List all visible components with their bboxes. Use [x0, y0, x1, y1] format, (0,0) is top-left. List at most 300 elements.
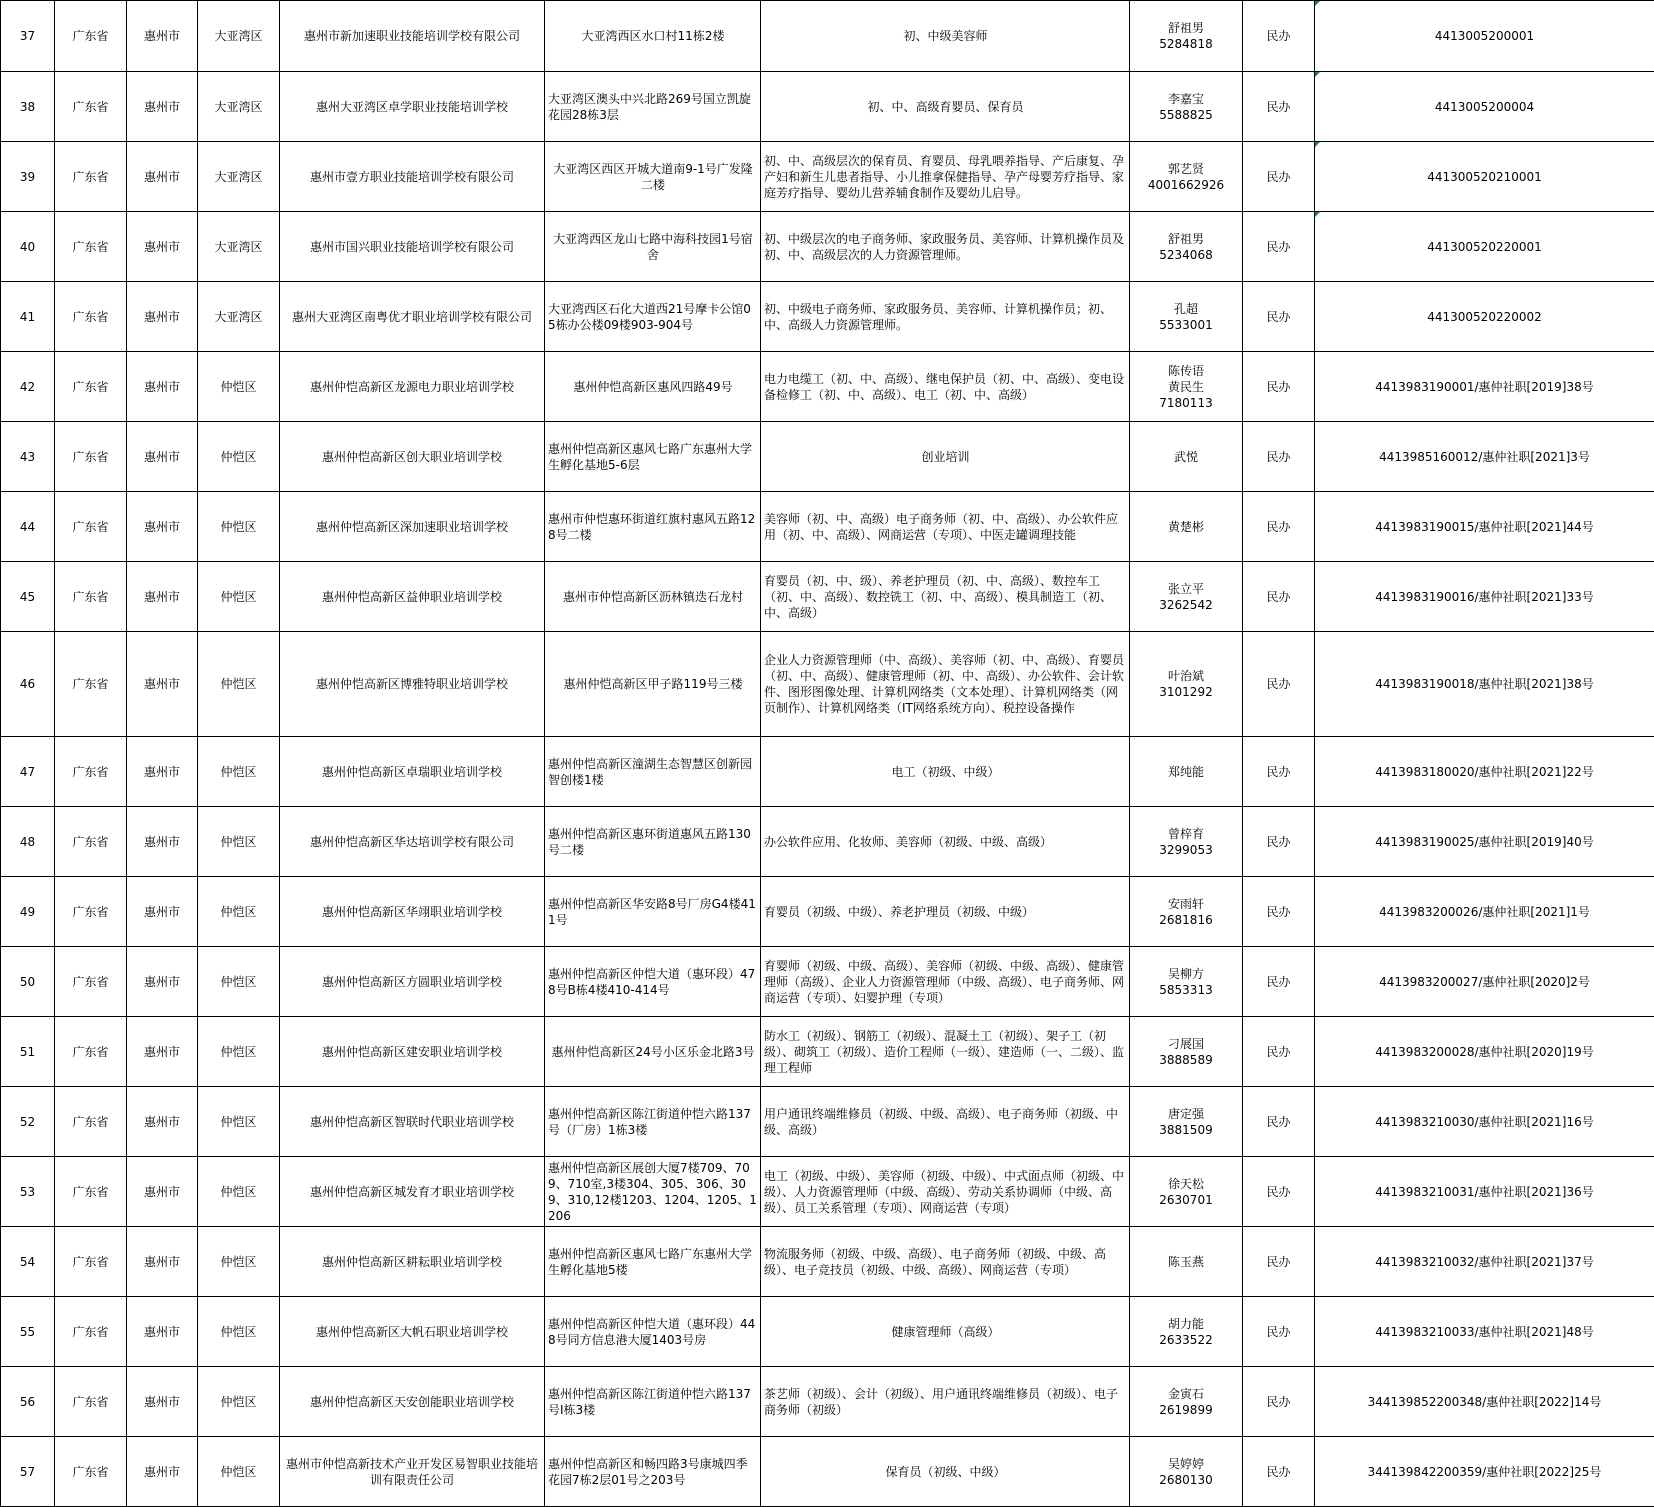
row-number-cell — [1, 142, 55, 212]
school-name-text: 惠州仲恺高新区耕耘职业培训学校 — [321, 1254, 502, 1269]
province-cell — [55, 352, 127, 422]
ownership-type-text: 民办 — [1266, 99, 1291, 114]
contact-cell — [1130, 632, 1243, 737]
district-cell — [198, 282, 280, 352]
courses-text: 育婴员（初级、中级）、养老护理员（初级、中级） — [764, 904, 1035, 919]
contact-phone: 5234068 — [1159, 247, 1213, 262]
cell-comment-marker-icon — [1315, 1, 1320, 6]
courses-text: 创业培训 — [921, 449, 970, 464]
address-text: 惠州仲恺高新区陈江街道仲恺六路137号Ⅰ栋3楼 — [548, 1386, 751, 1417]
school-name-text: 惠州仲恺高新区华达培训学校有限公司 — [309, 834, 514, 849]
contact-cell — [1130, 352, 1243, 422]
ownership-type-cell — [1243, 1, 1315, 72]
district-text: 仲恺区 — [220, 1394, 257, 1409]
school-name-text: 惠州市新加速职业技能培训学校有限公司 — [303, 29, 520, 43]
ownership-type-text: 民办 — [1266, 834, 1291, 849]
contact-name: 武悦 — [1173, 449, 1198, 464]
contact-cell — [1130, 282, 1243, 352]
license-code-text: 441300520220002 — [1427, 309, 1542, 324]
courses-cell — [761, 1, 1130, 72]
contact-cell — [1130, 142, 1243, 212]
address-cell — [545, 282, 761, 352]
address-cell — [545, 1367, 761, 1437]
ownership-type-text: 民办 — [1266, 764, 1291, 779]
school-name-text: 惠州仲恺高新区创大职业培训学校 — [321, 449, 502, 464]
address-cell — [545, 1437, 761, 1507]
row-number-cell — [1, 1437, 55, 1507]
license-code-text: 4413005200004 — [1434, 99, 1535, 114]
city-cell — [127, 1227, 198, 1297]
province-text: 广东省 — [72, 379, 109, 394]
courses-text: 电工（初级、中级） — [891, 764, 1000, 779]
courses-text: 防水工（初级）、钢筋工（初级）、混凝土工（初级）、架子工（初级）、砌筑工（初级）、造价工程师（一级）、建造师（一、二级）、监理工程师 — [764, 1028, 1125, 1075]
contact-cell — [1130, 877, 1243, 947]
row-number-cell — [1, 1157, 55, 1227]
license-code-cell — [1315, 1017, 1654, 1087]
contact-name: 孔超 — [1173, 301, 1198, 316]
courses-cell — [761, 422, 1130, 492]
city-text: 惠州市 — [143, 1114, 180, 1129]
ownership-type-cell — [1243, 352, 1315, 422]
ownership-type-text: 民办 — [1266, 449, 1291, 464]
province-text: 广东省 — [72, 1254, 109, 1269]
row-number-cell — [1, 807, 55, 877]
license-code-cell — [1315, 1227, 1654, 1297]
courses-text: 育婴师（初级、中级、高级）、美容师（初级、中级、高级）、健康管理师（高级）、企业人力资源管理师（中级、高级）、电子商务师、网商运营（专项）、妇婴护理（专项） — [764, 958, 1125, 1005]
contact-name: 李嘉宝 — [1167, 91, 1204, 106]
license-code-cell — [1315, 212, 1654, 282]
city-cell — [127, 352, 198, 422]
district-cell — [198, 1437, 280, 1507]
district-cell — [198, 422, 280, 492]
address-text: 惠州市仲恺惠环街道红旗村惠风五路128号二楼 — [548, 511, 756, 542]
school-name-cell — [280, 212, 545, 282]
province-cell — [55, 1157, 127, 1227]
school-name-cell — [280, 1227, 545, 1297]
district-text: 仲恺区 — [220, 1254, 257, 1269]
license-code-cell — [1315, 1157, 1654, 1227]
table-row — [1, 807, 1654, 877]
courses-cell — [761, 1087, 1130, 1157]
address-text: 大亚湾西区石化大道西21号摩卡公馆05栋办公楼09楼903-904号 — [548, 301, 751, 332]
table-row — [1, 72, 1654, 142]
address-cell — [545, 422, 761, 492]
courses-cell — [761, 1157, 1130, 1227]
row-number-cell — [1, 1297, 55, 1367]
license-code-text: 4413983190018/惠仲社职[2021]38号 — [1375, 677, 1594, 691]
school-name-cell — [280, 807, 545, 877]
address-cell — [545, 1, 761, 72]
ownership-type-text: 民办 — [1266, 1254, 1291, 1269]
district-cell — [198, 142, 280, 212]
license-code-cell — [1315, 562, 1654, 632]
address-text: 惠州仲恺高新区惠风七路广东惠州大学生孵化基地5楼 — [548, 1246, 753, 1277]
license-code-text: 4413983210030/惠仲社职[2021]16号 — [1375, 1114, 1594, 1129]
district-text: 大亚湾区 — [214, 99, 263, 114]
license-code-text: 344139852200348/惠仲社职[2022]14号 — [1367, 1394, 1602, 1409]
contact-cell — [1130, 807, 1243, 877]
city-text: 惠州市 — [143, 589, 180, 604]
ownership-type-cell — [1243, 72, 1315, 142]
license-code-cell — [1315, 877, 1654, 947]
courses-cell — [761, 492, 1130, 562]
city-text: 惠州市 — [143, 1044, 180, 1059]
contact-cell — [1130, 1227, 1243, 1297]
province-cell — [55, 947, 127, 1017]
province-text: 广东省 — [72, 1044, 109, 1059]
courses-cell — [761, 72, 1130, 142]
school-name-text: 惠州仲恺高新区龙源电力职业培训学校 — [309, 379, 514, 394]
table-row — [1, 1227, 1654, 1297]
contact-phone: 3299053 — [1159, 842, 1213, 857]
province-text: 广东省 — [72, 764, 109, 779]
city-text: 惠州市 — [143, 169, 180, 184]
row-number-cell — [1, 1227, 55, 1297]
ownership-type-text: 民办 — [1266, 1114, 1291, 1129]
table-row — [1, 422, 1654, 492]
row-number-cell — [1, 877, 55, 947]
table-row — [1, 632, 1654, 737]
courses-text: 初、中级层次的电子商务师、家政服务员、美容师、计算机操作员及初、中、高级层次的人力资源管理师。 — [764, 231, 1125, 262]
table-row — [1, 877, 1654, 947]
district-cell — [198, 632, 280, 737]
province-text: 广东省 — [72, 904, 109, 919]
address-cell — [545, 212, 761, 282]
school-name-cell — [280, 1087, 545, 1157]
city-cell — [127, 212, 198, 282]
school-name-cell — [280, 1437, 545, 1507]
ownership-type-cell — [1243, 807, 1315, 877]
table-row — [1, 352, 1654, 422]
table-row — [1, 1017, 1654, 1087]
city-text: 惠州市 — [143, 1254, 180, 1269]
license-code-text: 4413983210031/惠仲社职[2021]36号 — [1375, 1184, 1594, 1199]
row-number-text: 54 — [19, 1254, 36, 1269]
city-cell — [127, 282, 198, 352]
row-number-text: 38 — [19, 99, 36, 114]
license-code-text: 4413983200026/惠仲社职[2021]1号 — [1379, 904, 1590, 919]
contact-phone: 2681816 — [1159, 912, 1213, 927]
license-code-cell — [1315, 282, 1654, 352]
ownership-type-cell — [1243, 877, 1315, 947]
contact-name: 金寅石 — [1167, 1386, 1204, 1401]
license-code-cell — [1315, 947, 1654, 1017]
courses-text: 茶艺师（初级）、会计（初级）、用户通讯终端维修员（初级）、电子商务师（初级） — [764, 1386, 1119, 1417]
courses-cell — [761, 1017, 1130, 1087]
province-text: 广东省 — [72, 99, 109, 114]
address-cell — [545, 632, 761, 737]
address-text: 大亚湾西区水口村11栋2楼 — [581, 29, 725, 43]
district-text: 仲恺区 — [220, 1324, 257, 1339]
district-cell — [198, 1227, 280, 1297]
ownership-type-text: 民办 — [1266, 309, 1291, 324]
address-cell — [545, 737, 761, 807]
license-code-cell — [1315, 737, 1654, 807]
table-row — [1, 492, 1654, 562]
table-row — [1, 947, 1654, 1017]
school-name-text: 惠州仲恺高新区华翊职业培训学校 — [321, 904, 502, 919]
province-cell — [55, 1, 127, 72]
city-cell — [127, 1437, 198, 1507]
contact-name: 陈传语 — [1167, 363, 1204, 378]
row-number-text: 40 — [19, 239, 36, 254]
province-text: 广东省 — [72, 1464, 109, 1479]
contact-name: 郭艺贤 — [1167, 161, 1204, 176]
province-text: 广东省 — [72, 589, 109, 604]
school-name-cell — [280, 737, 545, 807]
address-cell — [545, 807, 761, 877]
license-code-text: 4413983190015/惠仲社职[2021]44号 — [1375, 519, 1594, 534]
district-text: 仲恺区 — [220, 1114, 257, 1129]
address-cell — [545, 1087, 761, 1157]
district-text: 仲恺区 — [220, 974, 257, 989]
school-name-cell — [280, 1157, 545, 1227]
contact-name: 张立平 — [1167, 581, 1204, 596]
province-text: 广东省 — [72, 449, 109, 464]
license-code-cell — [1315, 1087, 1654, 1157]
contact-phone: 4001662926 — [1147, 177, 1225, 192]
row-number-cell — [1, 1087, 55, 1157]
school-name-cell — [280, 1017, 545, 1087]
row-number-text: 51 — [19, 1044, 36, 1059]
contact-cell — [1130, 1017, 1243, 1087]
contact-phone: 5284818 — [1159, 37, 1213, 51]
contact-cell — [1130, 737, 1243, 807]
district-text: 仲恺区 — [220, 1044, 257, 1059]
address-cell — [545, 562, 761, 632]
table-row — [1, 282, 1654, 352]
courses-text: 健康管理师（高级） — [891, 1324, 1000, 1339]
district-text: 大亚湾区 — [214, 309, 263, 324]
address-text: 惠州仲恺高新区仲恺大道（惠环段）448号同方信息港大厦1403号房 — [548, 1316, 756, 1347]
district-cell — [198, 807, 280, 877]
row-number-text: 45 — [19, 589, 36, 604]
city-cell — [127, 142, 198, 212]
city-text: 惠州市 — [143, 904, 180, 919]
province-text: 广东省 — [72, 677, 109, 691]
province-cell — [55, 737, 127, 807]
address-text: 惠州仲恺高新区和畅四路3号康城四季花园7栋2层01号之203号 — [548, 1456, 748, 1487]
city-text: 惠州市 — [143, 1324, 180, 1339]
courses-text: 用户通讯终端维修员（初级、中级、高级）、电子商务师（初级、中级、高级） — [764, 1106, 1119, 1137]
district-cell — [198, 1017, 280, 1087]
school-name-cell — [280, 352, 545, 422]
ownership-type-text: 民办 — [1266, 1324, 1291, 1339]
row-number-text: 37 — [19, 29, 36, 43]
address-cell — [545, 1297, 761, 1367]
address-text: 惠州仲恺高新区潼湖生态智慧区创新园智创楼1楼 — [548, 756, 753, 787]
ownership-type-cell — [1243, 1227, 1315, 1297]
school-name-text: 惠州仲恺高新区方圆职业培训学校 — [321, 974, 502, 989]
school-name-cell — [280, 562, 545, 632]
courses-text: 初、中、高级层次的保育员、育婴员、母乳喂养指导、产后康复、孕产妇和新生儿患者指导、小儿推拿保健指导、孕产母婴芳疗指导、家庭芳疗指导、婴幼儿营养辅食制作及婴幼儿启导。 — [764, 153, 1125, 200]
school-name-text: 惠州市壹方职业技能培训学校有限公司 — [309, 169, 514, 184]
license-code-cell — [1315, 142, 1654, 212]
courses-cell — [761, 1367, 1130, 1437]
license-code-text: 441300520210001 — [1427, 169, 1542, 184]
province-cell — [55, 877, 127, 947]
courses-text: 保育员（初级、中级） — [885, 1464, 1006, 1479]
row-number-cell — [1, 737, 55, 807]
ownership-type-cell — [1243, 1017, 1315, 1087]
province-cell — [55, 492, 127, 562]
address-cell — [545, 1227, 761, 1297]
license-code-text: 4413983190025/惠仲社职[2019]40号 — [1375, 834, 1594, 849]
license-code-cell — [1315, 1297, 1654, 1367]
license-code-cell — [1315, 632, 1654, 737]
school-name-cell — [280, 877, 545, 947]
row-number-text: 47 — [19, 764, 36, 779]
address-text: 惠州仲恺高新区24号小区乐金北路3号 — [551, 1044, 755, 1059]
address-text: 惠州仲恺高新区华安路8号厂房G4楼411号 — [548, 896, 756, 927]
district-cell — [198, 1, 280, 72]
address-cell — [545, 72, 761, 142]
district-text: 仲恺区 — [220, 764, 257, 779]
row-number-text: 49 — [19, 904, 36, 919]
courses-text: 电力电缆工（初、中、高级）、继电保护员（初、中、高级）、变电设备检修工（初、中、高级）、电工（初、中、高级） — [764, 371, 1125, 402]
ownership-type-cell — [1243, 1297, 1315, 1367]
courses-text: 育婴员（初、中、级）、养老护理员（初、中、高级）、数控车工（初、中、高级）、数控铣工（初、中、高级）、模具制造工（初、中、高级） — [764, 573, 1113, 620]
province-text: 广东省 — [72, 239, 109, 254]
license-code-cell — [1315, 1437, 1654, 1507]
courses-cell — [761, 212, 1130, 282]
ownership-type-cell — [1243, 422, 1315, 492]
row-number-text: 53 — [19, 1184, 36, 1199]
courses-text: 初、中级美容师 — [903, 29, 988, 43]
school-name-text: 惠州仲恺高新区深加速职业培训学校 — [315, 519, 508, 534]
address-cell — [545, 492, 761, 562]
contact-name: 唐定强 — [1167, 1106, 1204, 1121]
district-text: 仲恺区 — [220, 1184, 257, 1199]
district-text: 仲恺区 — [220, 1464, 257, 1479]
city-text: 惠州市 — [143, 519, 180, 534]
province-cell — [55, 142, 127, 212]
province-text: 广东省 — [72, 519, 109, 534]
contact-phone: 7180113 — [1159, 395, 1213, 410]
ownership-type-cell — [1243, 1367, 1315, 1437]
city-cell — [127, 562, 198, 632]
address-text: 大亚湾区澳头中兴北路269号国立凯旋花园28栋3层 — [548, 91, 751, 122]
school-name-text: 惠州大亚湾区南粤优才职业培训学校有限公司 — [291, 309, 532, 324]
school-name-cell — [280, 492, 545, 562]
province-cell — [55, 1297, 127, 1367]
courses-text: 电工（初级、中级）、美容师（初级、中级）、中式面点师（初级、中级）、人力资源管理师（中级、高级）、劳动关系协调师（中级、高级）、员工关系管理（专项）、网商运营（专项） — [764, 1168, 1125, 1215]
license-code-text: 4413985160012/惠仲社职[2021]3号 — [1379, 449, 1590, 464]
contact-name: 安雨轩 — [1167, 896, 1204, 911]
row-number-cell — [1, 422, 55, 492]
district-cell — [198, 352, 280, 422]
district-text: 仲恺区 — [220, 904, 257, 919]
ownership-type-text: 民办 — [1266, 169, 1291, 184]
address-cell — [545, 877, 761, 947]
cell-comment-marker-icon — [1315, 212, 1320, 217]
address-text: 惠州仲恺高新区仲恺大道（惠环段）478号B栋4楼410-414号 — [548, 966, 756, 997]
address-text: 惠州仲恺高新区陈江街道仲恺六路137号（厂房）1栋3楼 — [548, 1106, 751, 1137]
table-body — [1, 1, 1654, 1507]
license-code-text: 4413983210033/惠仲社职[2021]48号 — [1375, 1324, 1594, 1339]
courses-text: 初、中级电子商务师、家政服务员、美容师、计算机操作员；初、中、高级人力资源管理师。 — [764, 301, 1113, 332]
ownership-type-text: 民办 — [1266, 1184, 1291, 1199]
school-name-cell — [280, 1367, 545, 1437]
courses-cell — [761, 1227, 1130, 1297]
courses-cell — [761, 352, 1130, 422]
city-cell — [127, 737, 198, 807]
school-name-text: 惠州仲恺高新区智联时代职业培训学校 — [309, 1114, 514, 1129]
courses-cell — [761, 877, 1130, 947]
ownership-type-cell — [1243, 562, 1315, 632]
ownership-type-text: 民办 — [1266, 519, 1291, 534]
ownership-type-text: 民办 — [1266, 677, 1291, 691]
contact-phone: 2680130 — [1159, 1472, 1213, 1487]
city-text: 惠州市 — [143, 764, 180, 779]
city-text: 惠州市 — [143, 379, 180, 394]
city-text: 惠州市 — [143, 1184, 180, 1199]
table-row — [1, 1157, 1654, 1227]
district-cell — [198, 1087, 280, 1157]
province-text: 广东省 — [72, 309, 109, 324]
school-name-text: 惠州仲恺高新区城发育才职业培训学校 — [309, 1184, 514, 1199]
license-code-cell — [1315, 422, 1654, 492]
courses-cell — [761, 807, 1130, 877]
table-row — [1, 1297, 1654, 1367]
courses-text: 物流服务师（初级、中级、高级）、电子商务师（初级、中级、高级）、电子竞技员（初级、中级、高级）、网商运营（专项） — [764, 1246, 1107, 1277]
city-cell — [127, 947, 198, 1017]
row-number-text: 50 — [19, 974, 36, 989]
courses-cell — [761, 1437, 1130, 1507]
city-text: 惠州市 — [143, 677, 180, 691]
ownership-type-cell — [1243, 212, 1315, 282]
row-number-cell — [1, 632, 55, 737]
district-cell — [198, 877, 280, 947]
license-code-text: 441300520220001 — [1427, 239, 1542, 254]
row-number-cell — [1, 282, 55, 352]
contact-phone: 5853313 — [1159, 982, 1213, 997]
ownership-type-cell — [1243, 1087, 1315, 1157]
courses-text: 办公软件应用、化妆师、美容师（初级、中级、高级） — [764, 834, 1053, 849]
row-number-cell — [1, 492, 55, 562]
contact-name: 刁展国 — [1167, 1036, 1204, 1051]
school-name-text: 惠州仲恺高新区卓瑞职业培训学校 — [321, 764, 502, 779]
province-text: 广东省 — [72, 1114, 109, 1129]
cell-comment-marker-icon — [1315, 142, 1320, 147]
contact-name: 黄民生 — [1167, 379, 1204, 394]
cell-comment-marker-icon — [1315, 72, 1320, 77]
table-row — [1, 1367, 1654, 1437]
school-name-cell — [280, 72, 545, 142]
district-cell — [198, 562, 280, 632]
city-cell — [127, 1157, 198, 1227]
district-text: 仲恺区 — [220, 589, 257, 604]
city-cell — [127, 422, 198, 492]
city-cell — [127, 1367, 198, 1437]
table-row — [1, 562, 1654, 632]
contact-cell — [1130, 422, 1243, 492]
province-cell — [55, 1227, 127, 1297]
city-cell — [127, 1, 198, 72]
province-cell — [55, 632, 127, 737]
address-text: 惠州仲恺高新区展创大厦7楼709、709、710室,3楼304、305、306、309、310,12楼1203、1204、1205、1206 — [548, 1160, 757, 1223]
courses-cell — [761, 632, 1130, 737]
contact-phone: 3262542 — [1159, 597, 1213, 612]
table-row — [1, 1, 1654, 72]
ownership-type-cell — [1243, 737, 1315, 807]
province-text: 广东省 — [72, 974, 109, 989]
address-cell — [545, 142, 761, 212]
city-cell — [127, 492, 198, 562]
row-number-cell — [1, 72, 55, 142]
contact-name: 叶治斌 — [1167, 669, 1204, 683]
address-text: 惠州仲恺高新区甲子路119号三楼 — [563, 677, 743, 691]
